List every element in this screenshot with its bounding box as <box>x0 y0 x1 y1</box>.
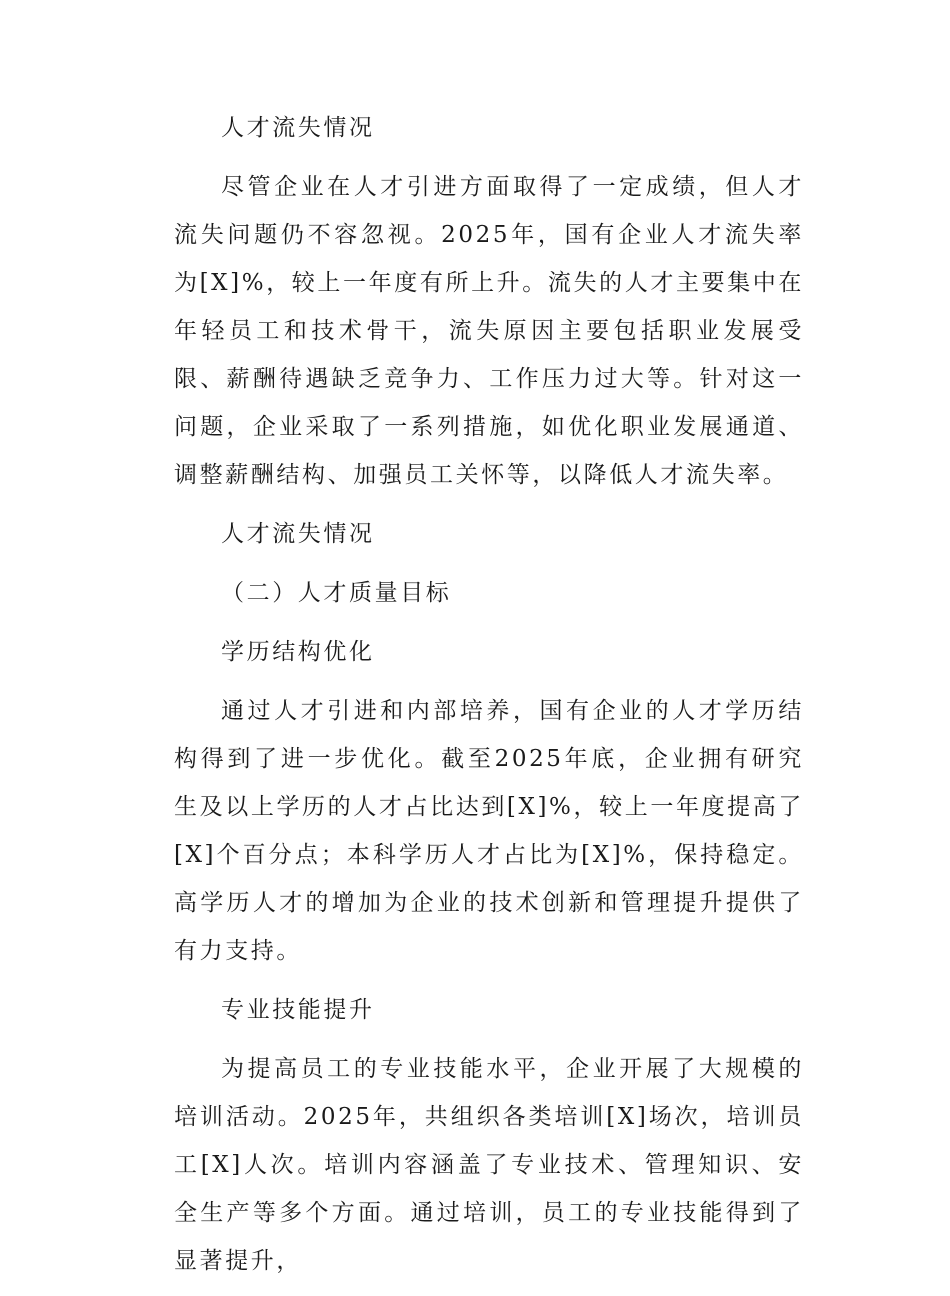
section-heading-quality-goals: （二）人才质量目标 <box>221 580 452 606</box>
document-page <box>174 104 804 1296</box>
paragraph-education-structure: 通过人才引进和内部培养，国有企业的人才学历结构得到了进一步优化。截至2025年底，企业拥有研究生及以上学历的人才占比达到[X]%，较上一年度提高了[X]个百分点；本科学历人才占比为[X]%，保持稳定。高学历人才的增加为企业的技术创新和管理提升提供了有力支持。 <box>174 698 804 964</box>
section-heading-talent-loss-repeat: 人才流失情况 <box>221 521 375 547</box>
section-heading-education-structure: 学历结构优化 <box>221 639 375 665</box>
section-heading-skill-improvement: 专业技能提升 <box>221 997 375 1023</box>
paragraph-skill-improvement: 为提高员工的专业技能水平，企业开展了大规模的培训活动。2025年，共组织各类培训[X]场次，培训员工[X]人次。培训内容涵盖了专业技术、管理知识、安全生产等多个方面。通过培训，员工的专业技能得到了显著提升， <box>174 1056 804 1274</box>
paragraph-talent-loss: 尽管企业在人才引进方面取得了一定成绩，但人才流失问题仍不容忽视。2025年，国有企业人才流失率为[X]%，较上一年度有所上升。流失的人才主要集中在年轻员工和技术骨干，流失原因主要包括职业发展受限、薪酬待遇缺乏竞争力、工作压力过大等。针对这一问题，企业采取了一系列措施，如优化职业发展通道、调整薪酬结构、加强员工关怀等，以降低人才流失率。 <box>174 174 804 488</box>
section-heading-talent-loss: 人才流失情况 <box>221 115 375 141</box>
